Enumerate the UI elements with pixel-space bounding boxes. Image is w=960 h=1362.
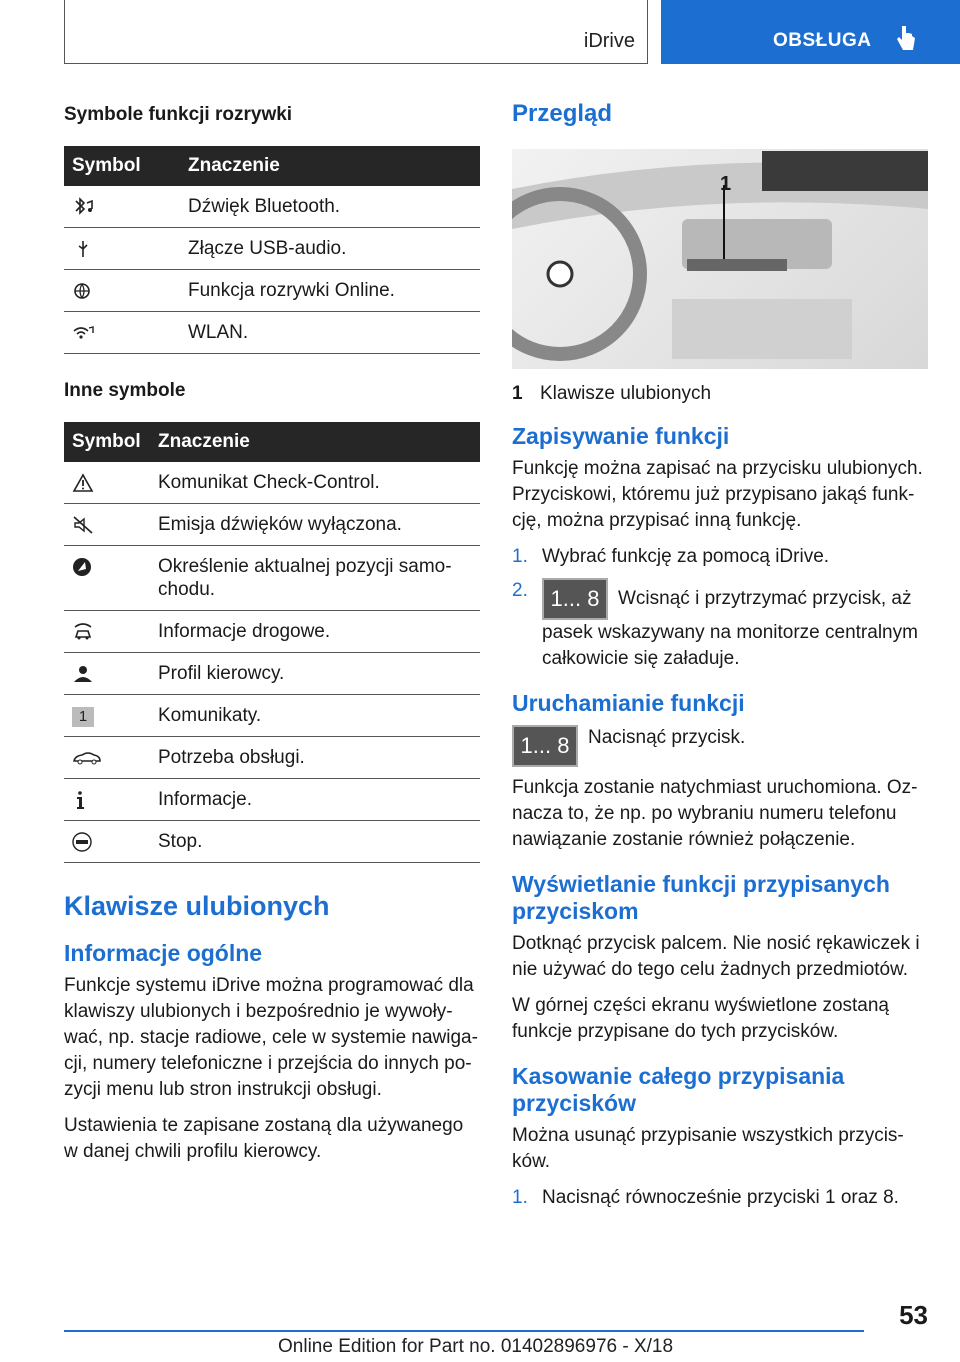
row-meaning: Komunikaty. (150, 695, 480, 737)
service-car-icon (72, 748, 102, 768)
step-number: 1. (512, 546, 528, 567)
favorite-key-image: 1... 8 (512, 725, 578, 767)
show-functions-heading: Wyświetlanie funkcji przypisanych przyciskom (512, 871, 890, 924)
usb-icon (72, 239, 94, 259)
caption-number: 1 (512, 383, 523, 404)
table-row (64, 546, 480, 611)
general-info-paragraph-2: Ustawienia te zapisane zostaną dla używanego w danej chwili profilu kierowcy. (64, 1115, 464, 1162)
online-entertainment-icon (72, 281, 94, 301)
driver-profile-icon (72, 664, 94, 684)
favorite-key-image: 1... 8 (542, 578, 608, 620)
row-meaning: WLAN. (180, 312, 480, 354)
section-title: iDrive (583, 30, 635, 52)
header-frame (64, 0, 648, 64)
table-row (64, 186, 480, 228)
table-row (64, 737, 480, 779)
favorites-heading: Klawisze ulubionych (64, 891, 330, 921)
right-column (512, 100, 928, 1219)
position-arrow-icon (72, 557, 94, 577)
row-meaning: Informacje. (150, 779, 480, 821)
key-instruction (512, 725, 928, 767)
row-meaning: Potrzeba obsługi. (150, 737, 480, 779)
row-meaning: Informacje drogowe. (150, 611, 480, 653)
entertainment-symbols-title: Symbole funkcji rozrywki (64, 104, 293, 125)
left-column (64, 100, 480, 1175)
row-meaning: Określenie aktualnej pozycji samo-chodu. (150, 546, 480, 611)
messages-icon: 1 (72, 707, 94, 727)
table-row (64, 270, 480, 312)
list-item (512, 578, 928, 672)
general-info-paragraph-1: Funkcje systemu iDrive można programować dla klawiszy ulubionych i bezpośrednio je wywoły-wać, np. stacje radiowe, cele w systemie nawiga-cji, numery telefoniczne i przejścia do innych po-zycji menu lub stron instrukcji obsługi. (64, 975, 478, 1100)
overview-heading: Przegląd (512, 100, 613, 127)
bluetooth-audio-icon (72, 197, 94, 217)
table-header-symbol: Symbol (64, 146, 180, 186)
list-item (512, 544, 928, 570)
row-meaning: Dźwięk Bluetooth. (180, 186, 480, 228)
table-row (64, 653, 480, 695)
info-icon (72, 790, 94, 810)
photo-callout-label: 1 (720, 173, 732, 195)
traffic-info-icon (72, 622, 94, 642)
photo-caption (512, 383, 928, 405)
table-row (64, 779, 480, 821)
warning-triangle-icon (72, 473, 94, 493)
step-number: 2. (512, 580, 528, 601)
table-row (64, 312, 480, 354)
table-row (64, 462, 480, 504)
chapter-tab[interactable] (661, 0, 960, 64)
other-symbols-table (64, 422, 480, 863)
step-text: Wybrać funkcję za pomocą iDrive. (542, 546, 830, 567)
chapter-tab-label: OBSŁUGA (773, 30, 872, 51)
table-row (64, 821, 480, 863)
list-item (512, 1185, 928, 1211)
dashboard-photo (512, 149, 928, 369)
entertainment-symbols-table (64, 146, 480, 354)
save-function-heading: Zapisywanie funkcji (512, 423, 730, 449)
table-row (64, 504, 480, 546)
delete-assignment-heading: Kasowanie całego przypisania przycisków (512, 1063, 845, 1116)
other-symbols-title: Inne symbole (64, 380, 186, 401)
table-header-symbol: Symbol (64, 422, 150, 462)
table-header-meaning: Znaczenie (180, 146, 480, 186)
footer-divider (64, 1330, 864, 1332)
table-row (64, 228, 480, 270)
row-meaning: Emisja dźwięków wyłączona. (150, 504, 480, 546)
run-key-text: Nacisnąć przycisk. (588, 727, 746, 748)
step-number: 1. (512, 1187, 528, 1208)
table-row (64, 695, 480, 737)
show-functions-paragraph-1: Dotknąć przycisk palcem. Nie nosić rękawiczek i nie używać do tego celu żadnych przedmiotów. (512, 933, 920, 980)
hand-pointer-icon (895, 24, 917, 54)
general-info-heading: Informacje ogólne (64, 940, 263, 966)
row-meaning: Stop. (150, 821, 480, 863)
sound-off-icon (72, 515, 94, 535)
page-number: 53 (899, 1300, 928, 1330)
row-meaning: Złącze USB-audio. (180, 228, 480, 270)
show-functions-paragraph-2: W górnej części ekranu wyświetlone zostaną funkcje przypisane do tych przycisków. (512, 995, 890, 1042)
step-text: Wcisnąć i przytrzymać przycisk, aż pasek wskazywany na monitorze centralnym całkowicie się załaduje. (542, 588, 918, 669)
save-function-paragraph: Funkcję można zapisać na przycisku ulubionych. Przyciskowi, któremu już przypisano jakąś funk-cję, można przypisać inną funkcję. (512, 458, 923, 531)
stop-icon (72, 832, 94, 852)
delete-assignment-paragraph: Można usunąć przypisanie wszystkich przycis-ków. (512, 1125, 904, 1172)
row-meaning: Profil kierowcy. (150, 653, 480, 695)
table-header-meaning: Znaczenie (150, 422, 480, 462)
run-function-paragraph: Funkcja zostanie natychmiast uruchomiona. Oz-nacza to, że np. po wybraniu numeru telefonu nawiązanie zostanie również połączenie. (512, 777, 918, 850)
table-row (64, 611, 480, 653)
run-function-heading: Uruchamianie funkcji (512, 690, 745, 716)
step-text: Nacisnąć równocześnie przyciski 1 oraz 8. (542, 1187, 899, 1208)
footer-edition[interactable]: Online Edition for Part no. 01402896976 - X/18 (278, 1336, 674, 1357)
caption-text: Klawisze ulubionych (540, 383, 712, 404)
row-meaning: Funkcja rozrywki Online. (180, 270, 480, 312)
row-meaning: Komunikat Check-Control. (150, 462, 480, 504)
wlan-icon (72, 323, 94, 343)
